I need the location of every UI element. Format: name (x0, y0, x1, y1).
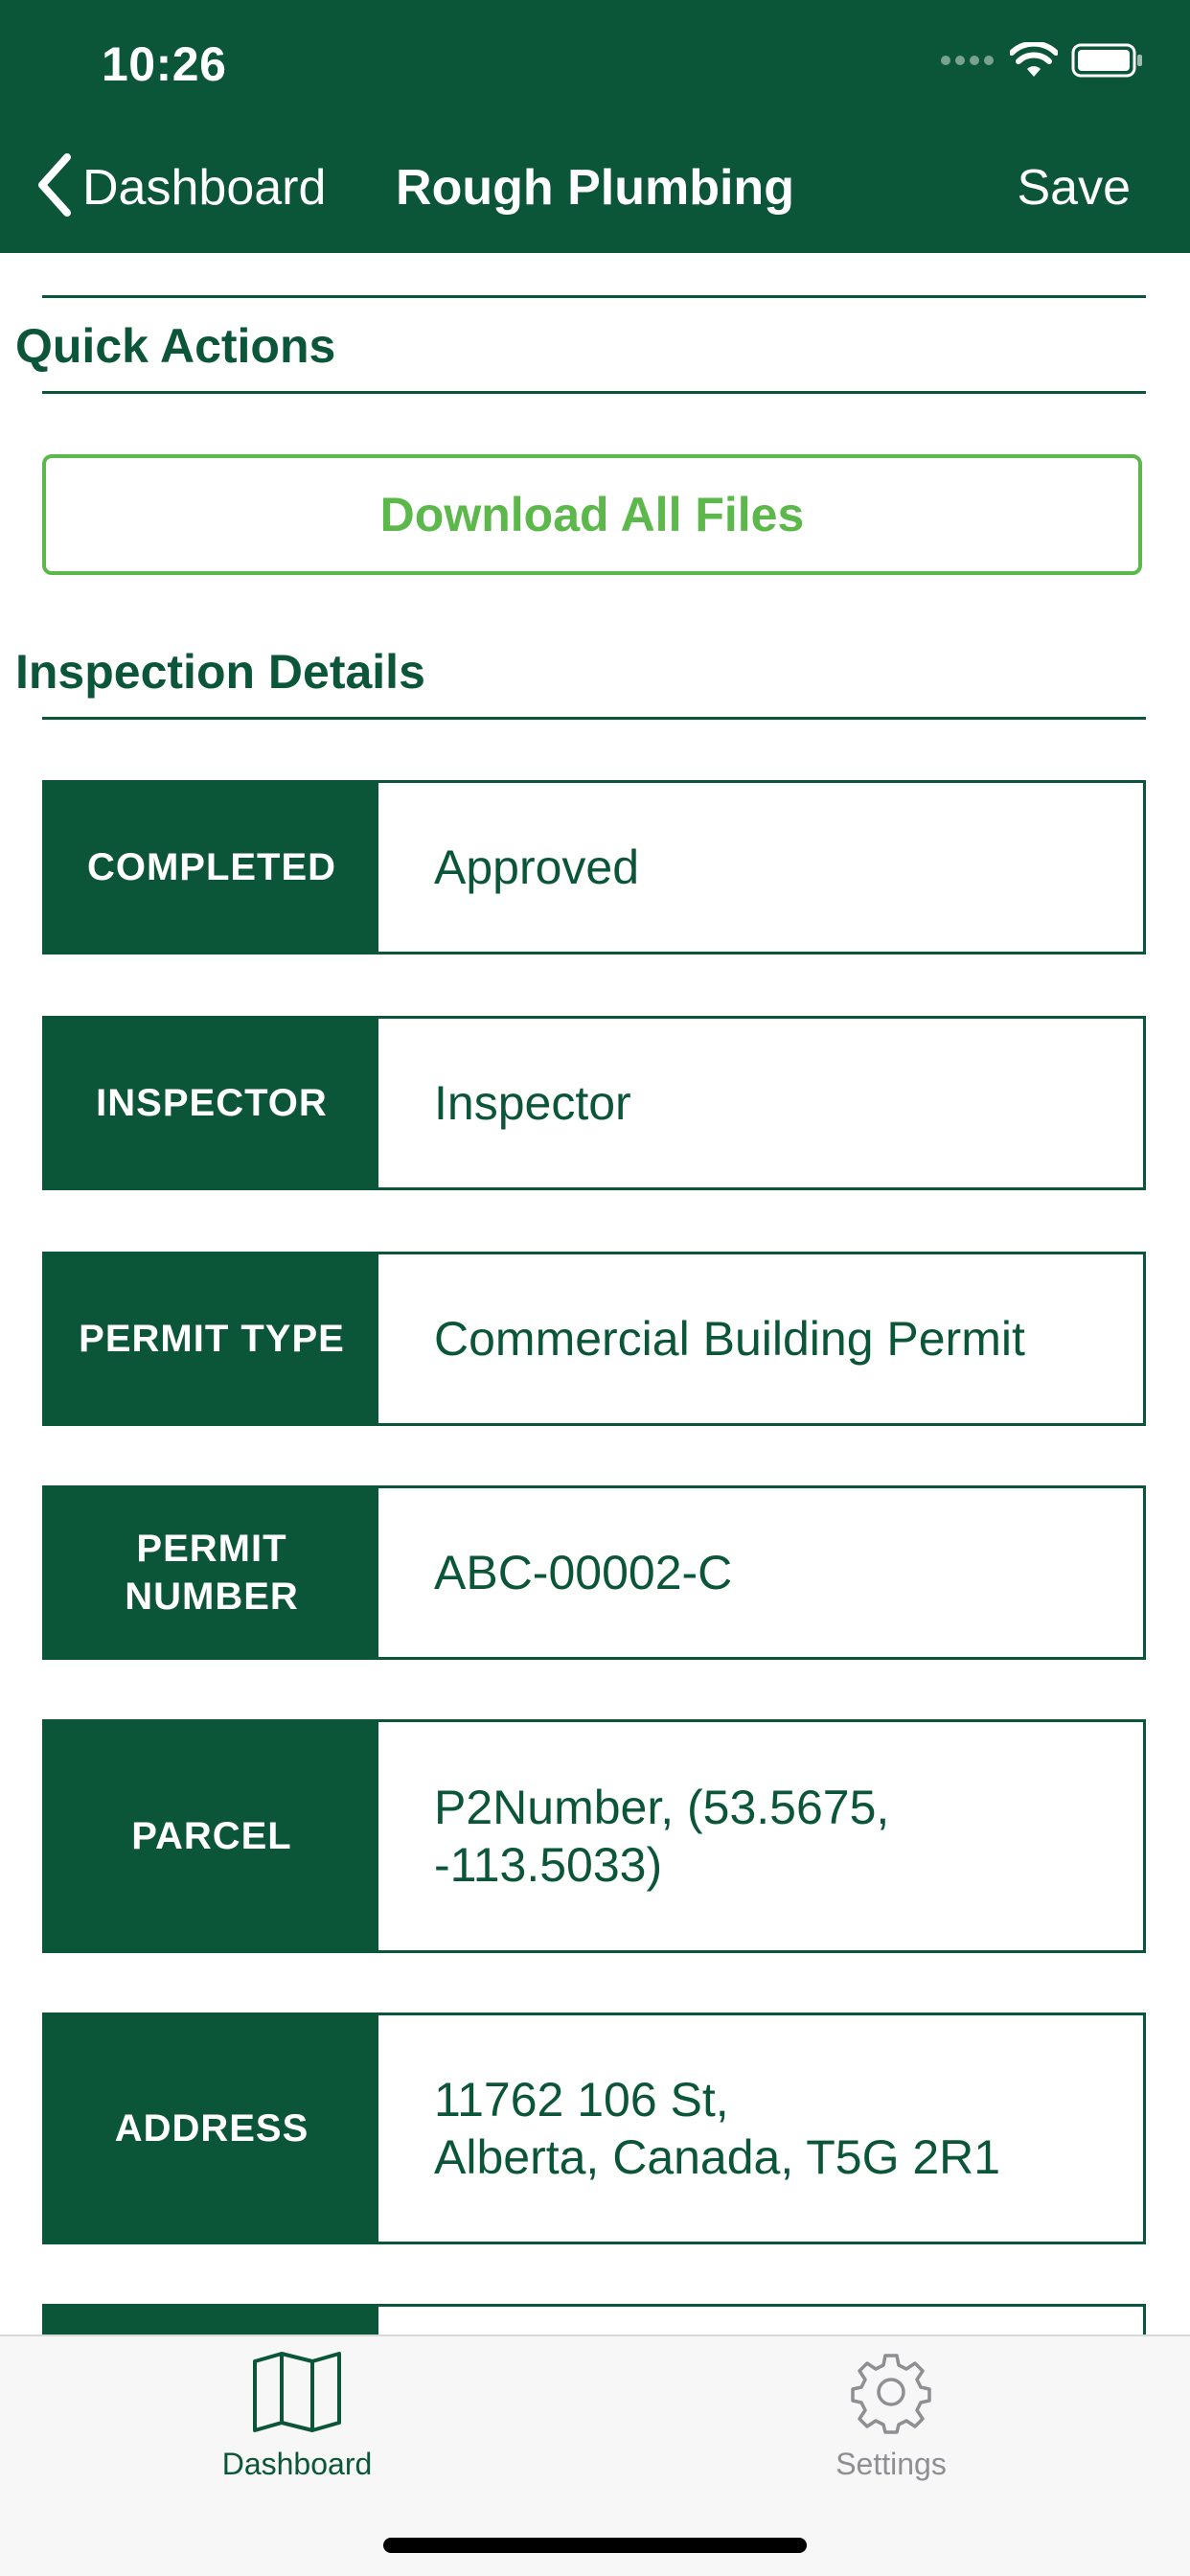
divider (42, 717, 1146, 720)
detail-label: PERMIT NUMBER (45, 1488, 378, 1657)
detail-value: Approved (434, 840, 640, 894)
detail-value: 11762 106 St, Alberta, Canada, T5G 2R1 (434, 2073, 1001, 2184)
detail-label: INSPECTOR (45, 1019, 378, 1187)
chevron-left-icon (34, 153, 73, 221)
status-icons (941, 42, 1144, 83)
page-title: Rough Plumbing (396, 160, 794, 216)
detail-row-permit-type (42, 1252, 1146, 1426)
inspection-details-heading: Inspection Details (15, 645, 425, 699)
detail-value: ABC-00002-C (434, 1546, 733, 1599)
detail-value: Inspector (434, 1076, 631, 1130)
save-button[interactable]: Save (1017, 160, 1131, 216)
tab-dashboard[interactable] (153, 2350, 441, 2482)
back-button[interactable] (34, 153, 326, 221)
back-button-label: Dashboard (82, 159, 327, 216)
detail-label: PARCEL (45, 1722, 378, 1950)
detail-label: COMPLETED (45, 783, 378, 952)
battery-icon (1071, 43, 1144, 82)
home-indicator[interactable] (383, 2538, 807, 2553)
divider (42, 391, 1146, 394)
status-time: 10:26 (102, 37, 227, 91)
detail-row-completed (42, 780, 1146, 954)
detail-row-address (42, 2012, 1146, 2244)
detail-row-inspector (42, 1016, 1146, 1190)
divider (42, 295, 1146, 298)
tab-label: Dashboard (221, 2447, 373, 2481)
detail-value: P2Number, (53.5675, -113.5033) (434, 1781, 890, 1892)
tab-settings[interactable] (747, 2350, 1035, 2482)
map-icon (251, 2350, 343, 2439)
detail-row-permit-number (42, 1485, 1146, 1660)
cellular-signal-icon (941, 54, 996, 72)
detail-label: ADDRESS (45, 2015, 378, 2242)
tab-label: Settings (835, 2447, 947, 2481)
detail-label: PERMIT TYPE (45, 1254, 378, 1423)
download-all-files-button[interactable]: Download All Files (42, 454, 1142, 575)
detail-value: Commercial Building Permit (434, 1312, 1025, 1366)
quick-actions-heading: Quick Actions (15, 319, 336, 373)
detail-row-parcel (42, 1719, 1146, 1953)
gear-icon (849, 2350, 933, 2439)
navigation-bar (0, 0, 1190, 253)
wifi-icon (1010, 42, 1058, 83)
